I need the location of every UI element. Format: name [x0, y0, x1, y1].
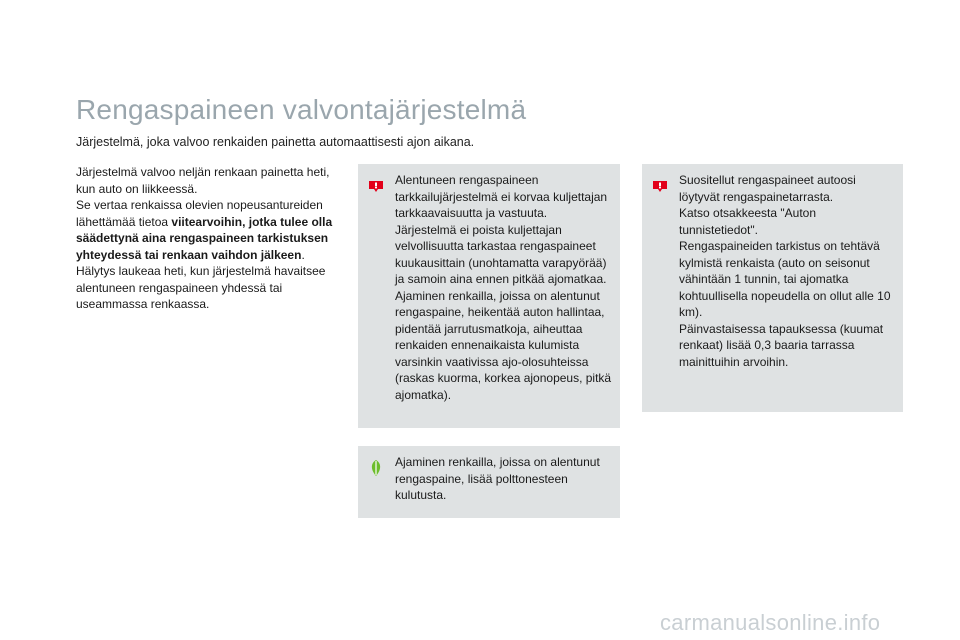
intro-column [76, 164, 346, 313]
eco-box-paragraph: Ajaminen renkailla, joissa on alentunut rengaspaine, lisää polttonesteen kulutusta. [395, 455, 600, 502]
warning-box-1-paragraph-2: Järjestelmä ei poista kuljettajan velvollisuutta tarkastaa rengaspaineet kuukausittain (unohtamatta varapyörää) ja samoin aina ennen pitkää ajomatkaa. [395, 222, 607, 286]
intro-paragraph-2-end: . [301, 247, 305, 262]
warning-box-recommended-pressure [642, 164, 903, 412]
page-title: Rengaspaineen valvontajärjestelmä [76, 94, 527, 125]
warning-box-2-paragraph-4: Päinvastaisessa tapauksessa (kuumat renkaat) lisää 0,3 baaria tarrassa mainittuihin arvoihin. [679, 321, 884, 369]
leaf-icon [366, 458, 386, 478]
eco-tip-box [358, 446, 620, 518]
intro-paragraph-1: Järjestelmä valvoo neljän renkaan painetta heti, kun auto on liikkeessä. [76, 165, 330, 196]
intro-paragraph-2-start: Se vertaa renkaissa olevien nopeusantureiden lähettämää tietoa [76, 198, 323, 229]
page-subtitle: Järjestelmä, joka valvoo renkaiden painetta automaattisesti ajon aikana. [76, 135, 475, 149]
intro-paragraph-2-bold: viitearvoihin, jotka tulee olla säädettynä aina rengaspaineen tarkistuksen yhteydessä tai renkaan vaihdon jälkeen [76, 214, 333, 262]
warning-box-2-paragraph-1: Suositellut rengaspaineet autoosi löytyvät rengaspainetarrasta. [679, 173, 856, 204]
watermark: carmanualsonline.info [660, 610, 881, 635]
warning-box-1-paragraph-1: Alentuneen rengaspaineen tarkkailujärjestelmä ei korvaa kuljettajan tarkkaavaisuutta ja vastuuta. [395, 173, 608, 220]
warning-box-1-text [395, 172, 612, 403]
warning-icon [650, 176, 670, 196]
warning-box-2-text [679, 172, 895, 370]
warning-box-1-paragraph-3: Ajaminen renkailla, joissa on alentunut rengaspaine, heikentää auton hallintaa, pidentää jarrutusmatkoja, aiheuttaa renkaiden ennenaikaista kulumista varsinkin vaativissa ajo-olosuhteissa (raskas kuorma, korkea ajonopeus, pitkä ajomatka). [395, 288, 612, 402]
warning-box-2-paragraph-3: Rengaspaineiden tarkistus on tehtävä kylmistä renkaista (auto on seisonut vähintään 1 tunnin, tai ajomatka kohtuullisella nopeudella on ollut alle 10 km). [679, 239, 891, 319]
intro-paragraph-2 [76, 197, 346, 263]
warning-box-2-paragraph-2: Katso otsakkeesta "Auton tunnistetiedot". [679, 206, 817, 237]
eco-box-text [395, 454, 612, 504]
warning-box-driver-responsibility [358, 164, 620, 428]
warning-icon [366, 176, 386, 196]
intro-paragraph-3: Hälytys laukeaa heti, kun järjestelmä havaitsee alentuneen rengaspaineen yhdessä tai useammassa renkaassa. [76, 264, 326, 311]
